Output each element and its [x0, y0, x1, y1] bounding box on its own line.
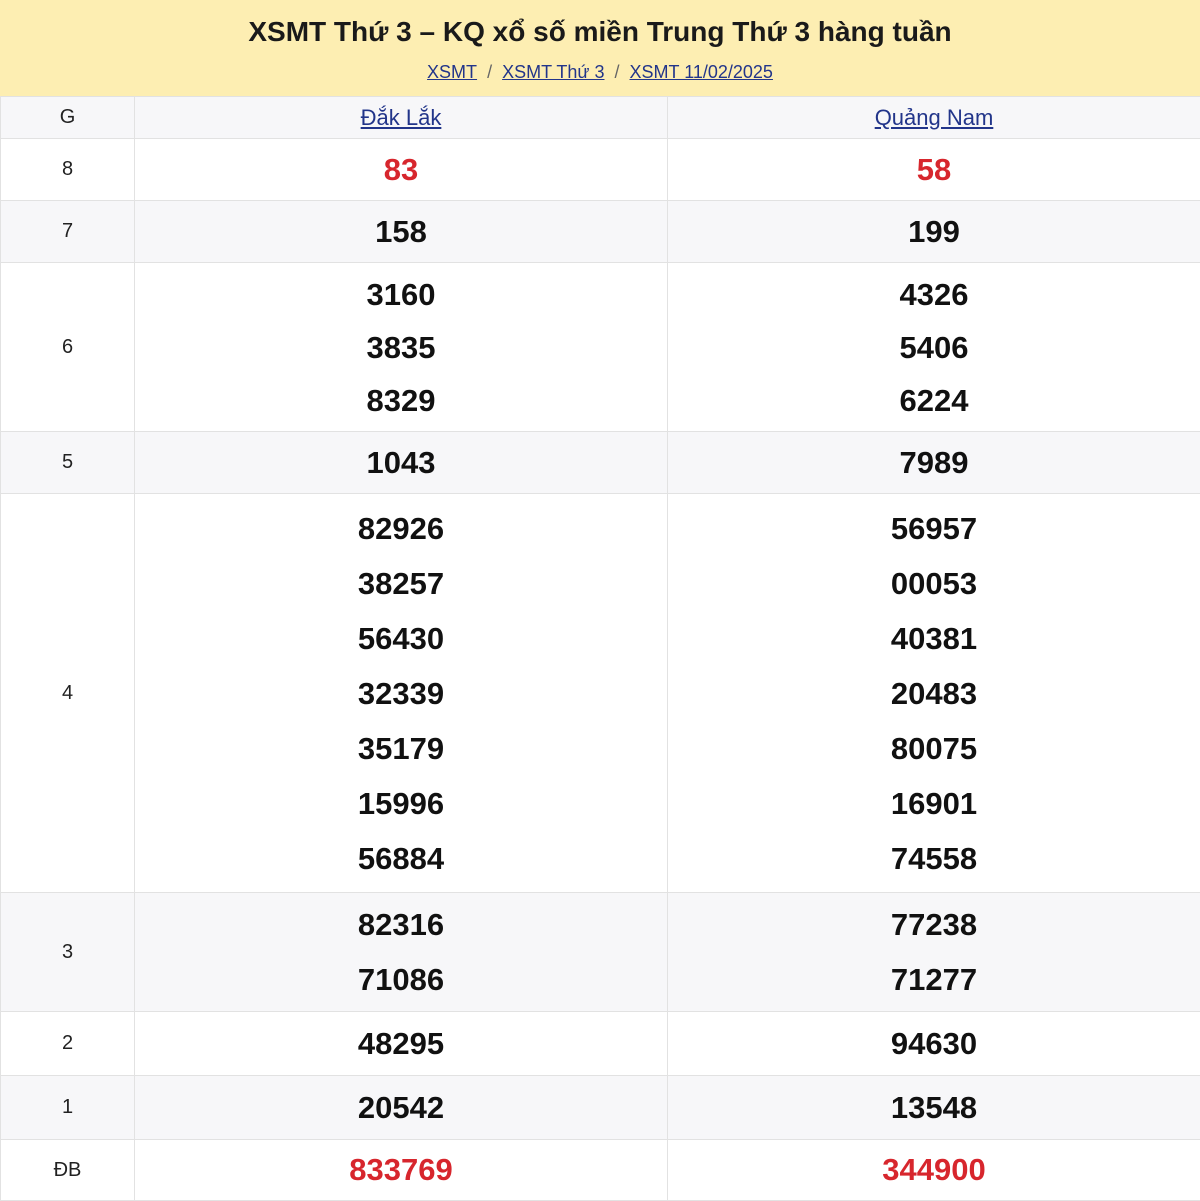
result-number: 40381 — [668, 611, 1200, 666]
prize-label-cell — [1, 1076, 135, 1140]
breadcrumb-link-date[interactable]: XSMT 11/02/2025 — [630, 62, 773, 82]
prize-label-cell — [1, 494, 135, 893]
prize-label: 1 — [62, 1096, 73, 1118]
result-cell — [135, 1012, 668, 1076]
prize-label: 8 — [62, 158, 73, 180]
result-number: 38257 — [135, 556, 667, 611]
prize-label-cell — [1, 201, 135, 263]
prize-column-label: G — [60, 106, 76, 128]
result-cell — [668, 1012, 1200, 1076]
result-cell — [135, 263, 668, 432]
prize-label-cell — [1, 139, 135, 201]
prize-row-g1 — [1, 1076, 1200, 1140]
result-number: 20542 — [135, 1090, 667, 1126]
result-cell — [135, 139, 668, 201]
result-number: 82316 — [135, 897, 667, 952]
prize-label-cell — [1, 893, 135, 1012]
result-number: 4326 — [668, 268, 1200, 321]
result-number: 16901 — [668, 776, 1200, 831]
prize-label-cell — [1, 1012, 135, 1076]
prize-row-g7 — [1, 201, 1200, 263]
result-cell — [668, 432, 1200, 494]
result-number: 32339 — [135, 666, 667, 721]
province-link-quang-nam[interactable]: Quảng Nam — [875, 105, 994, 130]
result-number: 7989 — [668, 445, 1200, 481]
province-link-dak-lak[interactable]: Đắk Lắk — [361, 105, 442, 130]
table-header-row — [1, 97, 1200, 139]
breadcrumb-link-xsmt-thu-3[interactable]: XSMT Thứ 3 — [502, 62, 604, 82]
result-cell — [135, 201, 668, 263]
result-cell — [668, 494, 1200, 893]
prize-label: ĐB — [54, 1159, 82, 1181]
result-number: 74558 — [668, 831, 1200, 886]
breadcrumb-separator: / — [615, 62, 620, 82]
prize-row-g6 — [1, 263, 1200, 432]
special-prize-number: 344900 — [668, 1152, 1200, 1188]
prize-label: 4 — [62, 682, 73, 704]
result-number: 15996 — [135, 776, 667, 831]
result-cell — [668, 893, 1200, 1012]
prize-column-header — [1, 97, 135, 139]
prize-row-g3 — [1, 893, 1200, 1012]
prize-label: 6 — [62, 336, 73, 358]
prize-label: 3 — [62, 941, 73, 963]
prize-label-cell — [1, 263, 135, 432]
result-number: 56430 — [135, 611, 667, 666]
result-number: 1043 — [135, 445, 667, 481]
result-number: 56957 — [668, 501, 1200, 556]
breadcrumb — [0, 60, 1200, 84]
result-number: 20483 — [668, 666, 1200, 721]
result-number: 5406 — [668, 321, 1200, 374]
prize-row-g5 — [1, 432, 1200, 494]
result-number: 8329 — [135, 374, 667, 427]
result-number: 158 — [135, 214, 667, 250]
result-cell — [668, 1076, 1200, 1140]
prize-label-cell — [1, 432, 135, 494]
page-title: XSMT Thứ 3 – KQ xổ số miền Trung Thứ 3 hàng tuần — [0, 14, 1200, 50]
result-number: 94630 — [668, 1026, 1200, 1062]
result-cell — [135, 893, 668, 1012]
result-number: 56884 — [135, 831, 667, 886]
result-number: 58 — [668, 152, 1200, 188]
prize-row-g8 — [1, 139, 1200, 201]
result-cell — [668, 263, 1200, 432]
result-number: 3835 — [135, 321, 667, 374]
prize-label: 2 — [62, 1032, 73, 1054]
prize-row-g2 — [1, 1012, 1200, 1076]
breadcrumb-separator: / — [487, 62, 492, 82]
prize-label-cell — [1, 1140, 135, 1201]
province-header-quang-nam — [668, 97, 1200, 139]
result-number: 35179 — [135, 721, 667, 776]
prize-row-g4 — [1, 494, 1200, 893]
result-number: 13548 — [668, 1090, 1200, 1126]
result-cell — [135, 494, 668, 893]
result-number: 6224 — [668, 374, 1200, 427]
province-header-dak-lak — [135, 97, 668, 139]
result-cell — [668, 201, 1200, 263]
result-number: 71086 — [135, 952, 667, 1007]
result-number: 77238 — [668, 897, 1200, 952]
prize-label: 7 — [62, 220, 73, 242]
page-header — [0, 0, 1200, 96]
result-number: 3160 — [135, 268, 667, 321]
breadcrumb-link-xsmt[interactable]: XSMT — [427, 62, 477, 82]
result-cell — [135, 432, 668, 494]
prize-row-special — [1, 1140, 1200, 1201]
result-number: 199 — [668, 214, 1200, 250]
result-number: 48295 — [135, 1026, 667, 1062]
result-number: 80075 — [668, 721, 1200, 776]
result-number: 82926 — [135, 501, 667, 556]
results-table — [0, 96, 1200, 1201]
result-cell — [135, 1076, 668, 1140]
result-number: 71277 — [668, 952, 1200, 1007]
result-cell — [668, 139, 1200, 201]
prize-label: 5 — [62, 451, 73, 473]
special-prize-number: 833769 — [135, 1152, 667, 1188]
result-cell — [668, 1140, 1200, 1201]
result-number: 00053 — [668, 556, 1200, 611]
result-number: 83 — [135, 152, 667, 188]
result-cell — [135, 1140, 668, 1201]
